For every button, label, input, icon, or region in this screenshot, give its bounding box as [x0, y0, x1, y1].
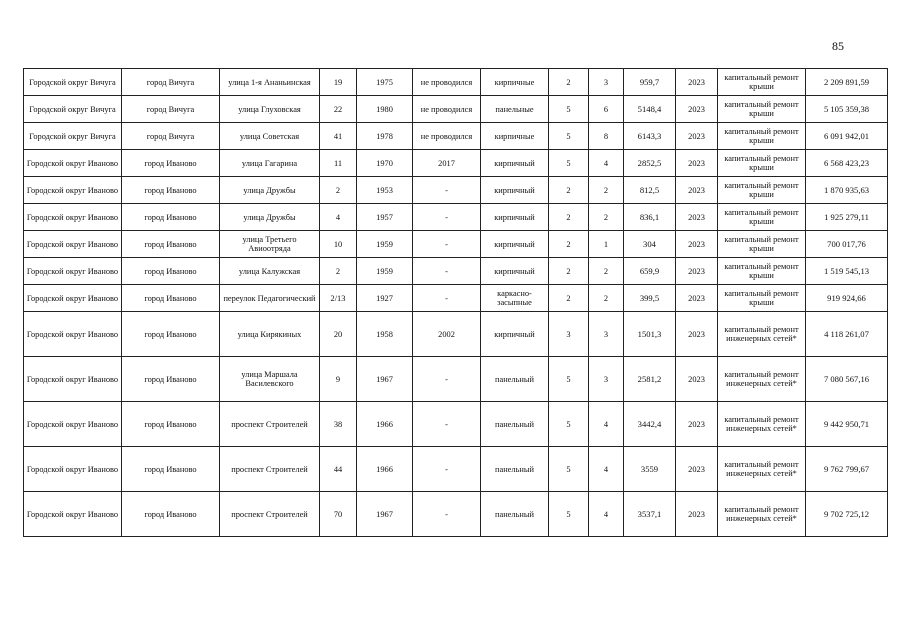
cost-cell: 5 105 359,38: [806, 96, 888, 123]
plan-year-cell: 2023: [676, 96, 718, 123]
floors-cell: 5: [549, 357, 589, 402]
last-overhaul-cell: -: [413, 258, 481, 285]
area-cell: 399,5: [624, 285, 676, 312]
floors-cell: 2: [549, 285, 589, 312]
table-row: [24, 123, 888, 150]
last-overhaul-cell: не проводился: [413, 96, 481, 123]
year-built-cell: 1966: [357, 447, 413, 492]
house-number-cell: 9: [320, 357, 357, 402]
cost-cell: 1 870 935,63: [806, 177, 888, 204]
house-number-cell: 4: [320, 204, 357, 231]
work-type-cell: капитальный ремонт крыши: [718, 204, 806, 231]
table-row: [24, 312, 888, 357]
entrances-cell: 8: [589, 123, 624, 150]
plan-year-cell: 2023: [676, 150, 718, 177]
plan-year-cell: 2023: [676, 285, 718, 312]
district-cell: Городской округ Вичуга: [24, 96, 122, 123]
city-cell: город Иваново: [122, 231, 220, 258]
cost-cell: 2 209 891,59: [806, 69, 888, 96]
work-type-cell: капитальный ремонт крыши: [718, 177, 806, 204]
district-cell: Городской округ Иваново: [24, 231, 122, 258]
table-row: [24, 177, 888, 204]
house-number-cell: 20: [320, 312, 357, 357]
area-cell: 812,5: [624, 177, 676, 204]
street-cell: улица Маршала Василевского: [220, 357, 320, 402]
plan-year-cell: 2023: [676, 204, 718, 231]
entrances-cell: 3: [589, 69, 624, 96]
house-number-cell: 10: [320, 231, 357, 258]
last-overhaul-cell: не проводился: [413, 123, 481, 150]
cost-cell: 9 702 725,12: [806, 492, 888, 537]
area-cell: 304: [624, 231, 676, 258]
wall-material-cell: кирпичный: [481, 204, 549, 231]
district-cell: Городской округ Иваново: [24, 258, 122, 285]
table-row: [24, 357, 888, 402]
area-cell: 959,7: [624, 69, 676, 96]
year-built-cell: 1966: [357, 402, 413, 447]
table-row: [24, 258, 888, 285]
work-type-cell: капитальный ремонт инженерных сетей*: [718, 357, 806, 402]
street-cell: переулок Педагогический: [220, 285, 320, 312]
work-type-cell: капитальный ремонт крыши: [718, 69, 806, 96]
entrances-cell: 2: [589, 258, 624, 285]
entrances-cell: 6: [589, 96, 624, 123]
cost-cell: 6 568 423,23: [806, 150, 888, 177]
year-built-cell: 1959: [357, 231, 413, 258]
house-number-cell: 44: [320, 447, 357, 492]
street-cell: проспект Строителей: [220, 492, 320, 537]
entrances-cell: 4: [589, 402, 624, 447]
house-number-cell: 19: [320, 69, 357, 96]
cost-cell: 1 925 279,11: [806, 204, 888, 231]
entrances-cell: 2: [589, 285, 624, 312]
last-overhaul-cell: -: [413, 492, 481, 537]
floors-cell: 2: [549, 69, 589, 96]
street-cell: улица 1-я Ананьинская: [220, 69, 320, 96]
district-cell: Городской округ Иваново: [24, 402, 122, 447]
work-type-cell: капитальный ремонт крыши: [718, 96, 806, 123]
area-cell: 3442,4: [624, 402, 676, 447]
wall-material-cell: панельный: [481, 357, 549, 402]
plan-year-cell: 2023: [676, 123, 718, 150]
plan-year-cell: 2023: [676, 492, 718, 537]
area-cell: 2581,2: [624, 357, 676, 402]
overhaul-registry-table: [23, 68, 888, 537]
last-overhaul-cell: -: [413, 357, 481, 402]
entrances-cell: 4: [589, 492, 624, 537]
wall-material-cell: кирпичный: [481, 258, 549, 285]
floors-cell: 5: [549, 447, 589, 492]
last-overhaul-cell: -: [413, 402, 481, 447]
last-overhaul-cell: 2002: [413, 312, 481, 357]
district-cell: Городской округ Вичуга: [24, 123, 122, 150]
city-cell: город Иваново: [122, 402, 220, 447]
street-cell: улица Третьего Авиоотряда: [220, 231, 320, 258]
street-cell: улица Дружбы: [220, 204, 320, 231]
street-cell: проспект Строителей: [220, 402, 320, 447]
entrances-cell: 3: [589, 357, 624, 402]
cost-cell: 9 762 799,67: [806, 447, 888, 492]
street-cell: улица Советская: [220, 123, 320, 150]
city-cell: город Вичуга: [122, 69, 220, 96]
table-row: [24, 150, 888, 177]
table-row: [24, 204, 888, 231]
floors-cell: 5: [549, 492, 589, 537]
floors-cell: 2: [549, 204, 589, 231]
last-overhaul-cell: -: [413, 204, 481, 231]
city-cell: город Иваново: [122, 447, 220, 492]
table-row: [24, 69, 888, 96]
area-cell: 659,9: [624, 258, 676, 285]
work-type-cell: капитальный ремонт инженерных сетей*: [718, 447, 806, 492]
city-cell: город Иваново: [122, 258, 220, 285]
cost-cell: 700 017,76: [806, 231, 888, 258]
area-cell: 5148,4: [624, 96, 676, 123]
house-number-cell: 70: [320, 492, 357, 537]
plan-year-cell: 2023: [676, 231, 718, 258]
last-overhaul-cell: -: [413, 285, 481, 312]
entrances-cell: 4: [589, 447, 624, 492]
page-number: 85: [832, 39, 844, 53]
table-row: [24, 447, 888, 492]
area-cell: 6143,3: [624, 123, 676, 150]
plan-year-cell: 2023: [676, 402, 718, 447]
table-row: [24, 96, 888, 123]
district-cell: Городской округ Вичуга: [24, 69, 122, 96]
last-overhaul-cell: не проводился: [413, 69, 481, 96]
street-cell: улица Калужская: [220, 258, 320, 285]
house-number-cell: 38: [320, 402, 357, 447]
plan-year-cell: 2023: [676, 69, 718, 96]
year-built-cell: 1967: [357, 492, 413, 537]
year-built-cell: 1953: [357, 177, 413, 204]
district-cell: Городской округ Иваново: [24, 204, 122, 231]
area-cell: 836,1: [624, 204, 676, 231]
house-number-cell: 22: [320, 96, 357, 123]
work-type-cell: капитальный ремонт инженерных сетей*: [718, 402, 806, 447]
house-number-cell: 2: [320, 177, 357, 204]
floors-cell: 2: [549, 231, 589, 258]
table-row: [24, 285, 888, 312]
city-cell: город Иваново: [122, 204, 220, 231]
work-type-cell: капитальный ремонт инженерных сетей*: [718, 312, 806, 357]
cost-cell: 9 442 950,71: [806, 402, 888, 447]
year-built-cell: 1958: [357, 312, 413, 357]
year-built-cell: 1927: [357, 285, 413, 312]
work-type-cell: капитальный ремонт крыши: [718, 231, 806, 258]
street-cell: улица Кирякиных: [220, 312, 320, 357]
table-body: [24, 69, 888, 537]
floors-cell: 5: [549, 402, 589, 447]
cost-cell: 1 519 545,13: [806, 258, 888, 285]
district-cell: Городской округ Иваново: [24, 447, 122, 492]
floors-cell: 5: [549, 123, 589, 150]
wall-material-cell: панельные: [481, 96, 549, 123]
area-cell: 3537,1: [624, 492, 676, 537]
house-number-cell: 41: [320, 123, 357, 150]
district-cell: Городской округ Иваново: [24, 312, 122, 357]
house-number-cell: 2/13: [320, 285, 357, 312]
plan-year-cell: 2023: [676, 177, 718, 204]
table-row: [24, 231, 888, 258]
cost-cell: 919 924,66: [806, 285, 888, 312]
city-cell: город Иваново: [122, 285, 220, 312]
year-built-cell: 1959: [357, 258, 413, 285]
year-built-cell: 1975: [357, 69, 413, 96]
wall-material-cell: каркасно-засыпные: [481, 285, 549, 312]
cost-cell: 6 091 942,01: [806, 123, 888, 150]
floors-cell: 2: [549, 177, 589, 204]
cost-cell: 7 080 567,16: [806, 357, 888, 402]
city-cell: город Вичуга: [122, 96, 220, 123]
entrances-cell: 4: [589, 150, 624, 177]
district-cell: Городской округ Иваново: [24, 150, 122, 177]
year-built-cell: 1957: [357, 204, 413, 231]
street-cell: улица Дружбы: [220, 177, 320, 204]
year-built-cell: 1980: [357, 96, 413, 123]
wall-material-cell: кирпичный: [481, 150, 549, 177]
entrances-cell: 3: [589, 312, 624, 357]
street-cell: улица Гагарина: [220, 150, 320, 177]
year-built-cell: 1967: [357, 357, 413, 402]
table-row: [24, 402, 888, 447]
wall-material-cell: кирпичный: [481, 231, 549, 258]
city-cell: город Иваново: [122, 357, 220, 402]
house-number-cell: 11: [320, 150, 357, 177]
plan-year-cell: 2023: [676, 258, 718, 285]
area-cell: 3559: [624, 447, 676, 492]
wall-material-cell: панельный: [481, 402, 549, 447]
wall-material-cell: кирпичный: [481, 312, 549, 357]
city-cell: город Вичуга: [122, 123, 220, 150]
wall-material-cell: кирпичные: [481, 123, 549, 150]
area-cell: 1501,3: [624, 312, 676, 357]
plan-year-cell: 2023: [676, 357, 718, 402]
floors-cell: 5: [549, 150, 589, 177]
last-overhaul-cell: -: [413, 177, 481, 204]
work-type-cell: капитальный ремонт крыши: [718, 258, 806, 285]
city-cell: город Иваново: [122, 150, 220, 177]
district-cell: Городской округ Иваново: [24, 177, 122, 204]
wall-material-cell: панельный: [481, 447, 549, 492]
district-cell: Городской округ Иваново: [24, 492, 122, 537]
city-cell: город Иваново: [122, 312, 220, 357]
area-cell: 2852,5: [624, 150, 676, 177]
plan-year-cell: 2023: [676, 447, 718, 492]
cost-cell: 4 118 261,07: [806, 312, 888, 357]
plan-year-cell: 2023: [676, 312, 718, 357]
city-cell: город Иваново: [122, 177, 220, 204]
street-cell: проспект Строителей: [220, 447, 320, 492]
floors-cell: 5: [549, 96, 589, 123]
work-type-cell: капитальный ремонт крыши: [718, 285, 806, 312]
district-cell: Городской округ Иваново: [24, 357, 122, 402]
street-cell: улица Глуховская: [220, 96, 320, 123]
year-built-cell: 1978: [357, 123, 413, 150]
floors-cell: 2: [549, 258, 589, 285]
district-cell: Городской округ Иваново: [24, 285, 122, 312]
work-type-cell: капитальный ремонт крыши: [718, 123, 806, 150]
entrances-cell: 1: [589, 231, 624, 258]
year-built-cell: 1970: [357, 150, 413, 177]
last-overhaul-cell: 2017: [413, 150, 481, 177]
work-type-cell: капитальный ремонт крыши: [718, 150, 806, 177]
wall-material-cell: панельный: [481, 492, 549, 537]
work-type-cell: капитальный ремонт инженерных сетей*: [718, 492, 806, 537]
last-overhaul-cell: -: [413, 447, 481, 492]
entrances-cell: 2: [589, 204, 624, 231]
table-row: [24, 492, 888, 537]
entrances-cell: 2: [589, 177, 624, 204]
city-cell: город Иваново: [122, 492, 220, 537]
last-overhaul-cell: -: [413, 231, 481, 258]
wall-material-cell: кирпичные: [481, 69, 549, 96]
floors-cell: 3: [549, 312, 589, 357]
wall-material-cell: кирпичный: [481, 177, 549, 204]
house-number-cell: 2: [320, 258, 357, 285]
